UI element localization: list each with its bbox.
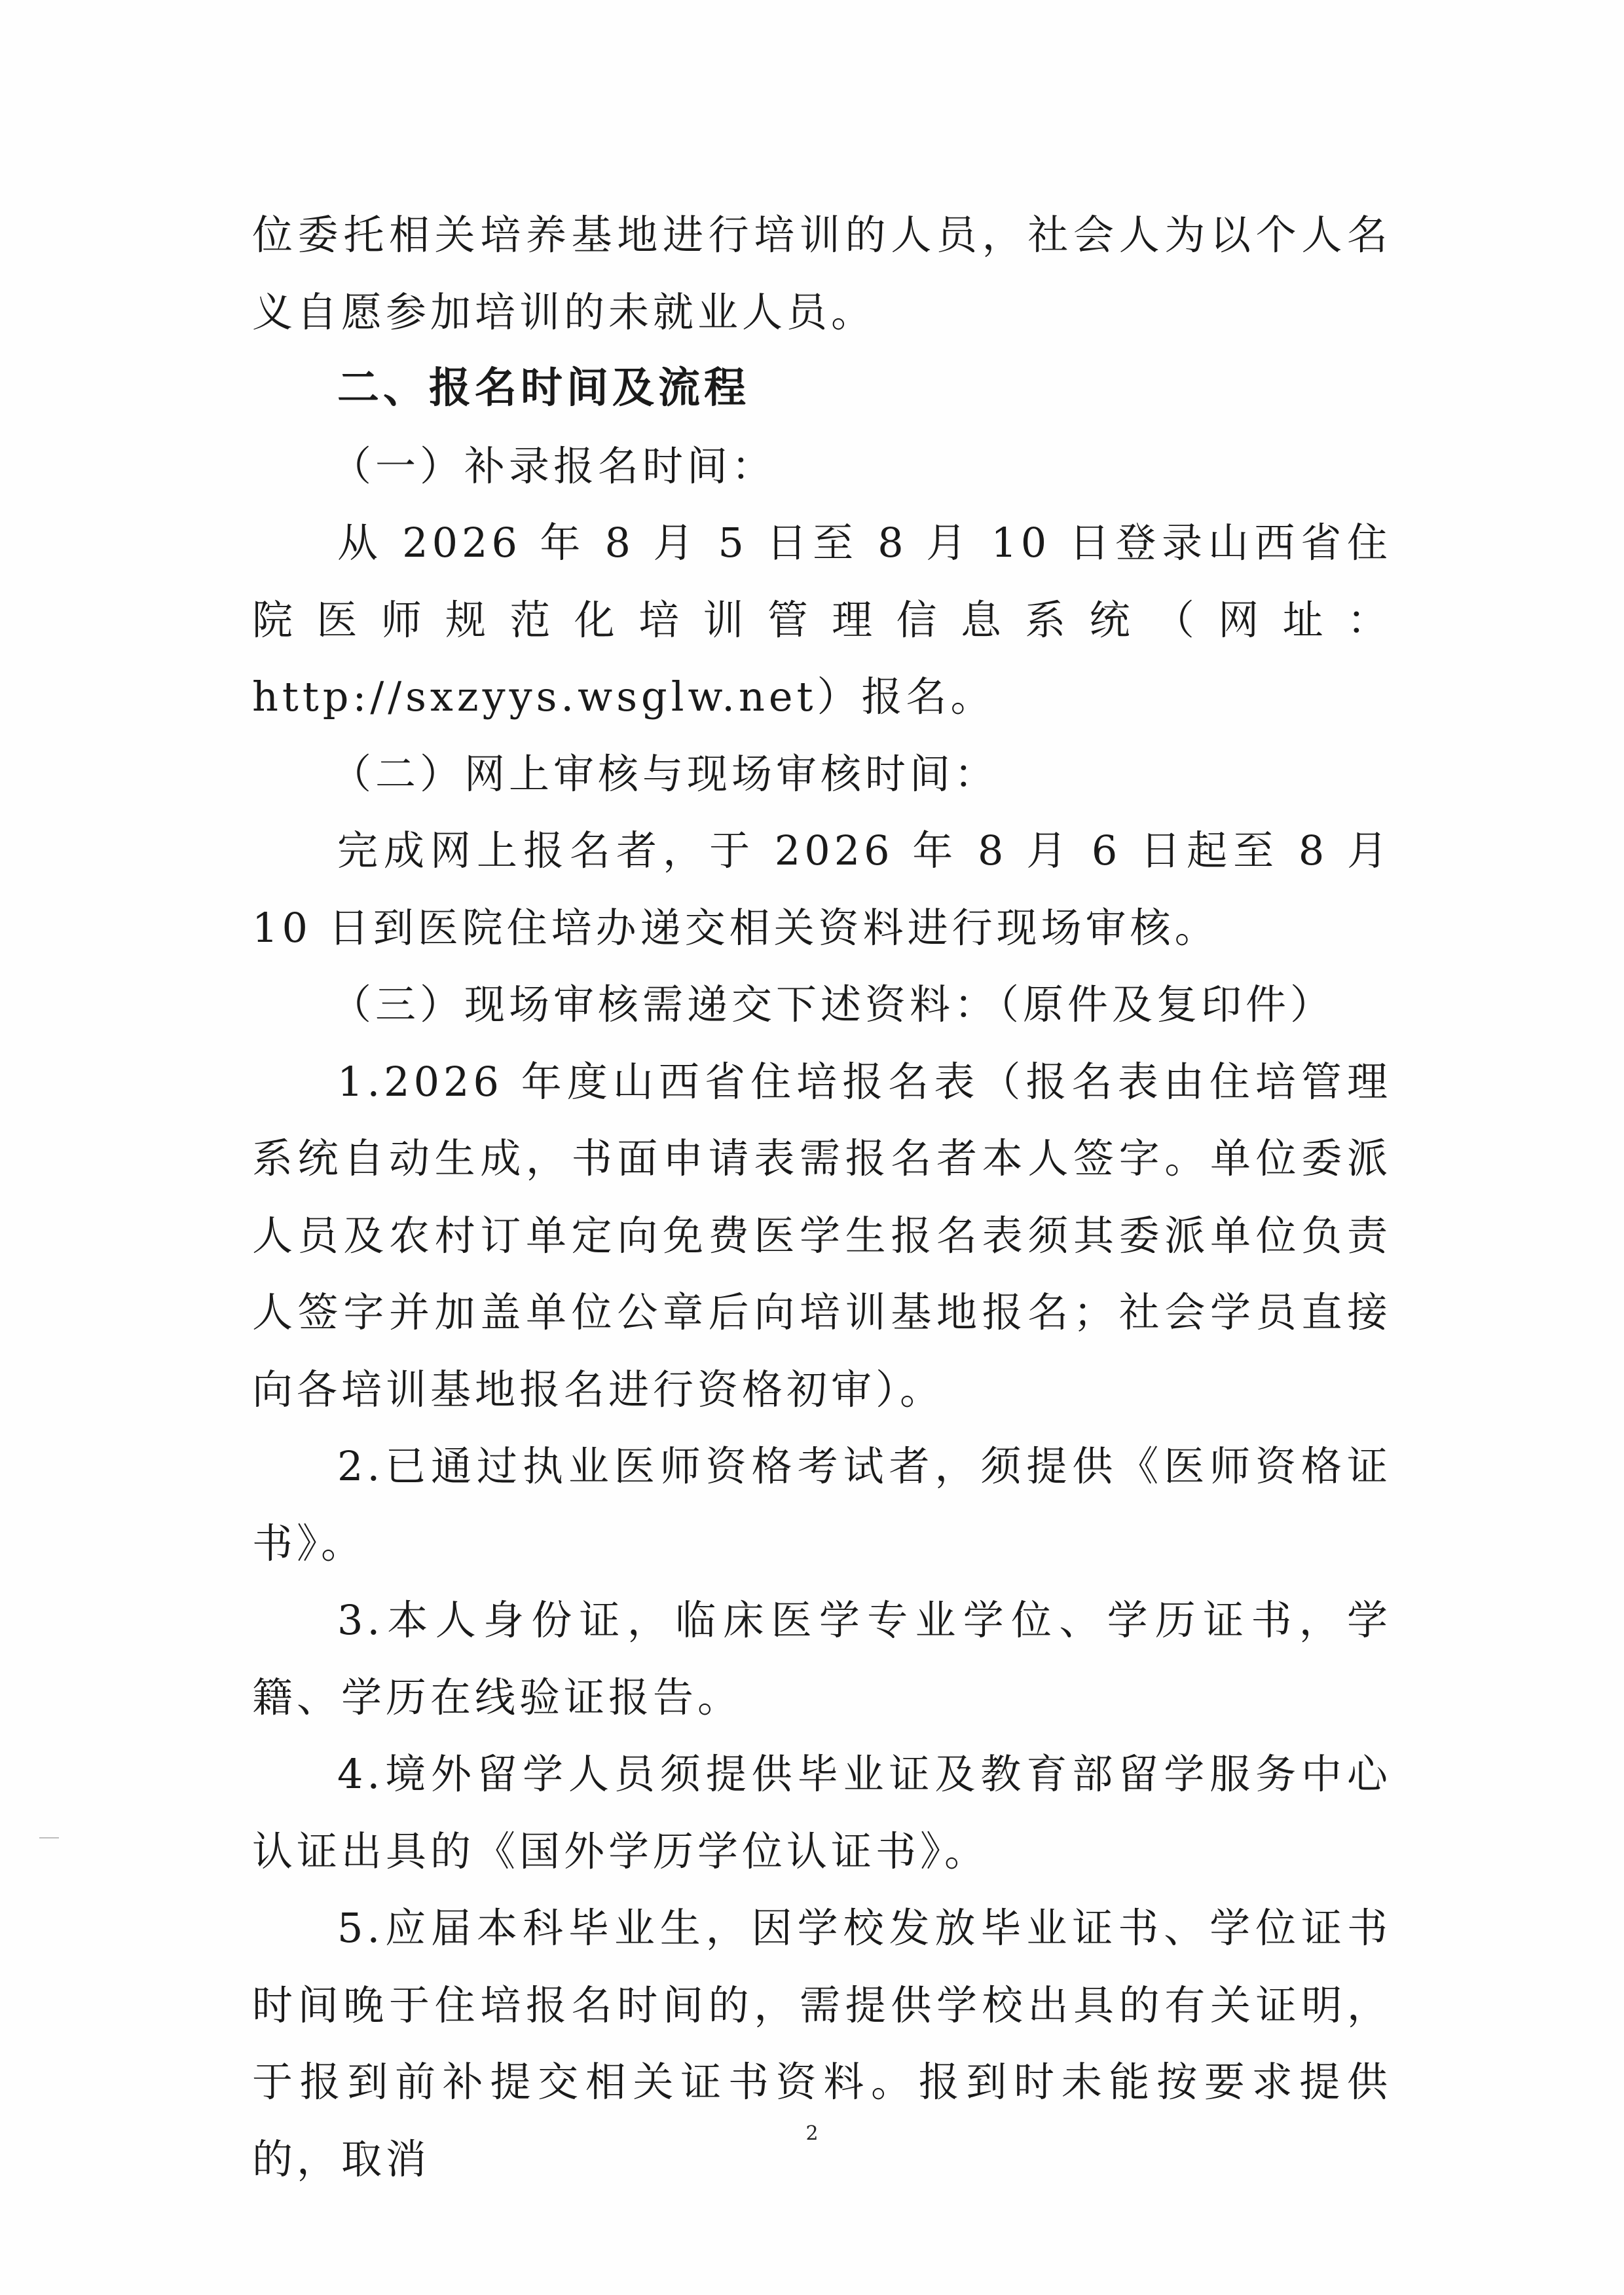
list-item-3: 3.本人身份证，临床医学专业学位、学历证书，学籍、学历在线验证报告。: [252, 1596, 1392, 1721]
subsection-heading-1: （一）补录报名时间：: [331, 441, 777, 490]
paragraph-continuation: 位委托相关培养基地进行培训的人员，社会人为以个人名义自愿参加培训的未就业人员。: [252, 211, 1392, 336]
subsection-heading-2: （二）网上审核与现场审核时间：: [331, 749, 999, 798]
list-item-4: 4.境外留学人员须提供毕业证及教育部留学服务中心认证出具的《国外学历学位认证书》。: [252, 1750, 1392, 1875]
document-body: [252, 196, 1392, 2197]
paragraph-registration-time: 从 2026 年 8 月 5 日至 8 月 10 日登录山西省住院医师规范化培训管理信息系统（网址：http://sxzyys.wsglw.net）报名。: [252, 519, 1392, 720]
scan-artifact-mark: [39, 1837, 59, 1838]
list-item-2: 2.已通过执业医师资格考试者，须提供《医师资格证书》。: [252, 1442, 1392, 1567]
page-number: 2: [805, 2122, 819, 2145]
list-item-1: 1.2026 年度山西省住培报名表（报名表由住培管理系统自动生成，书面申请表需报名者本人签字。单位委派人员及农村订单定向免费医学生报名表须其委派单位负责人签字并加盖单位公章后向培训基地报名；社会学员直接向各培训基地报名进行资格初审）。: [252, 1057, 1392, 1413]
paragraph-review-time: 完成网上报名者，于 2026 年 8 月 6 日起至 8 月 10 日到医院住培办递交相关资料进行现场审核。: [252, 827, 1392, 952]
section-heading: 二、报名时间及流程: [337, 364, 750, 413]
list-item-5: 5.应届本科毕业生，因学校发放毕业证书、学位证书时间晚于住培报名时间的，需提供学校出具的有关证明，于报到前补提交相关证书资料。报到时未能按要求提供的，取消: [252, 1904, 1392, 2183]
subsection-heading-3: （三）现场审核需递交下述资料：（原件及复印件）: [331, 980, 1335, 1028]
